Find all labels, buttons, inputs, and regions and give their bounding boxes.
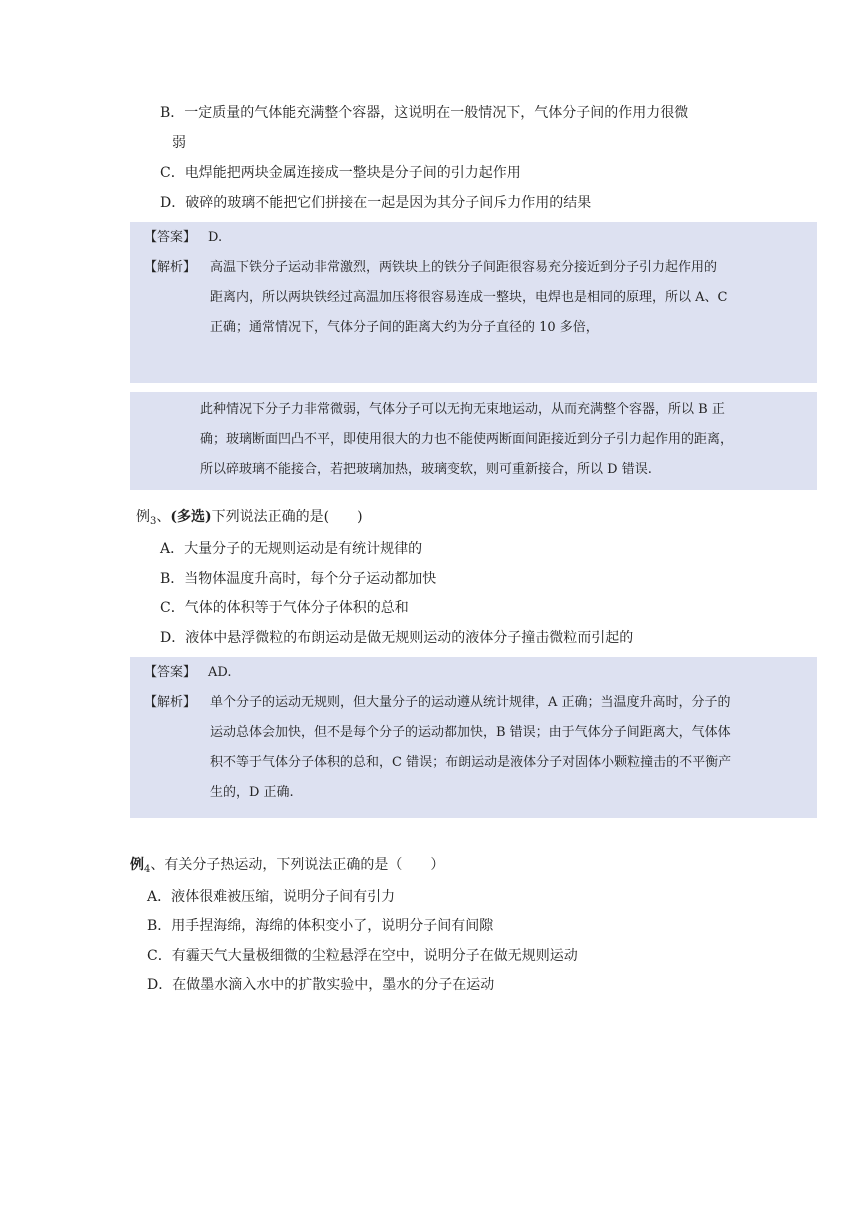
analysis-line: 所以碎玻璃不能接合，若把玻璃加热，玻璃变软，则可重新接合，所以 D 错误. — [200, 462, 652, 477]
q3-separator: 、 — [156, 509, 171, 525]
q3-number: 3 — [150, 516, 157, 527]
answer-tag: 【答案】 — [144, 230, 197, 245]
analysis-line: 确；玻璃断面凹凸不平，即使用很大的力也不能使两断面间距接近到分子引力起作用的距离， — [200, 432, 734, 447]
analysis-line: 积不等于气体分子体积的总和，C 错误；布朗运动是液体分子对固体小颗粒撞击的不平衡产 — [210, 755, 732, 770]
q4-option-a: A．液体很难被压缩，说明分子间有引力 — [147, 889, 396, 905]
analysis-line: 运动总体会加快，但不是每个分子的运动都加快，B 错误；由于气体分子间距离大，气体体 — [210, 725, 731, 740]
q2-option-b-line2: 弱 — [172, 135, 186, 151]
q3-multi-select-tag: (多选) — [170, 509, 212, 525]
q4-stem: 、有关分子热运动，下列说法正确的是（ ） — [150, 857, 445, 873]
q3-label: 例 — [136, 509, 150, 525]
analysis-line: 此种情况下分子力非常微弱，气体分子可以无拘无束地运动，从而充满整个容器，所以 B 正 — [200, 402, 725, 417]
q3-stem: 下列说法正确的是( ) — [211, 509, 363, 525]
q4-option-d: D．在做墨水滴入水中的扩散实验中，墨水的分子在运动 — [147, 977, 495, 993]
q3-option-a: A．大量分子的无规则运动是有统计规律的 — [160, 541, 423, 557]
q3-option-d: D．液体中悬浮微粒的布朗运动是做无规则运动的液体分子撞击微粒而引起的 — [160, 630, 634, 646]
analysis-tag: 【解析】 — [144, 260, 197, 275]
q3-option-b: B．当物体温度升高时，每个分子运动都加快 — [160, 571, 437, 587]
answer-value: AD. — [208, 665, 232, 680]
q4-option-c: C．有霾天气大量极细微的尘粒悬浮在空中，说明分子在做无规则运动 — [147, 948, 578, 964]
q4-number: 4 — [144, 864, 151, 875]
analysis-line: 单个分子的运动无规则，但大量分子的运动遵从统计规律，A 正确；当温度升高时，分子的 — [210, 695, 731, 710]
q3-heading — [136, 507, 363, 529]
q2-answer-box — [130, 222, 817, 383]
analysis-line: 高温下铁分子运动非常激烈，两铁块上的铁分子间距很容易充分接近到分子引力起作用的 — [210, 260, 718, 275]
q4-heading — [130, 855, 444, 877]
answer-value: D. — [208, 230, 223, 245]
q2-option-c: C．电焊能把两块金属连接成一整块是分子间的引力起作用 — [160, 165, 521, 181]
q4-option-b: B．用手捏海绵，海绵的体积变小了，说明分子间有间隙 — [147, 918, 494, 934]
q4-label: 例 — [130, 857, 144, 873]
q2-option-b-line1: B．一定质量的气体能充满整个容器，这说明在一般情况下，气体分子间的作用力很微 — [160, 105, 689, 121]
analysis-line: 正确；通常情况下，气体分子间的距离大约为分子直径的 10 多倍， — [210, 320, 599, 335]
analysis-line: 生的，D 正确. — [210, 785, 294, 800]
q3-answer-box — [130, 657, 817, 818]
analysis-tag: 【解析】 — [144, 695, 197, 710]
q2-answer-box-continued — [130, 392, 817, 490]
answer-tag: 【答案】 — [144, 665, 197, 680]
analysis-line: 距离内，所以两块铁经过高温加压将很容易连成一整块，电焊也是相同的原理，所以 A、C — [210, 290, 728, 305]
q2-option-d: D．破碎的玻璃不能把它们拼接在一起是因为其分子间斥力作用的结果 — [160, 195, 592, 211]
q3-option-c: C．气体的体积等于气体分子体积的总和 — [160, 600, 409, 616]
